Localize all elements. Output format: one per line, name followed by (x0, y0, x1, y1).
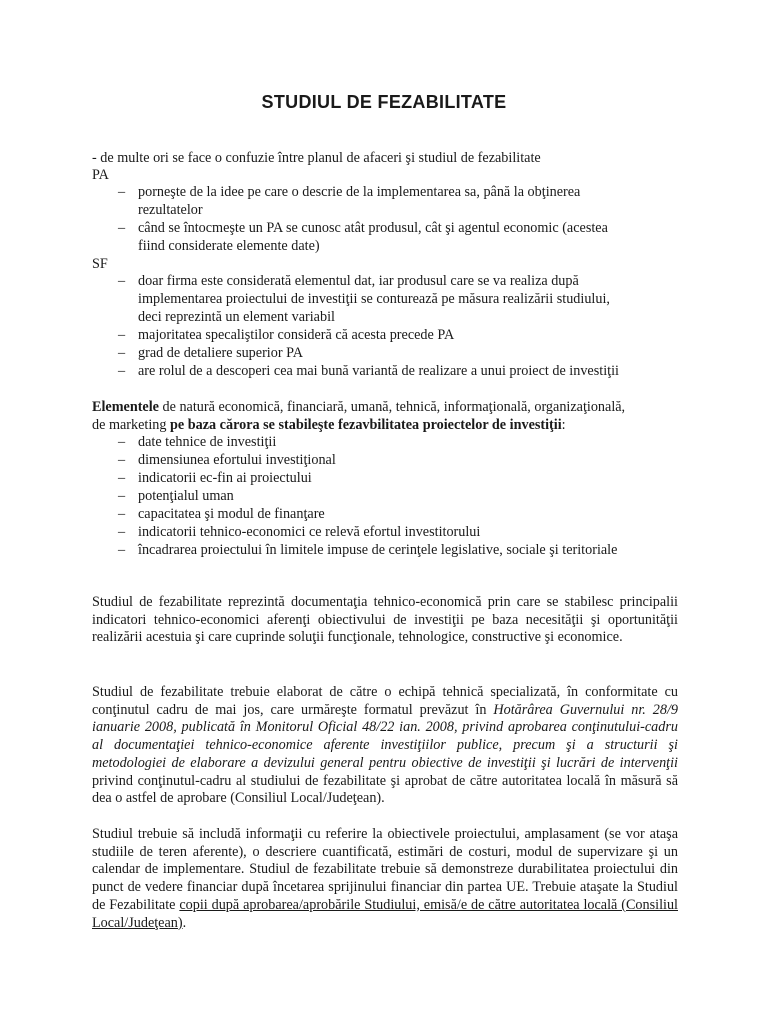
element-item: – indicatorii tehnico-economici ce relevă efortul investitorului (118, 524, 481, 540)
sf-item: – are rolul de a descoperi cea mai bună variantă de realizare a unui proiect de investiţii (118, 363, 619, 379)
element-item: – potenţialul uman (118, 488, 234, 504)
intro-line: - de multe ori se face o confuzie între planul de afaceri şi studiul de fezabilitate (92, 150, 541, 166)
sf-label: SF (92, 256, 108, 272)
paragraph-requirements: Studiul trebuie să includă informaţii cu referire la obiectivele proiectului, amplasament (se vor ataşa studiile de teren aferente), o descriere cuantificată, estimări de costuri, modul de supervizare şi un calendar de implementare. Studiul de fezabilitate trebuie să demonstreze durabilitatea proiectului din punct de vedere financiar după încetarea sprijinului financiar din partea UE. Trebuie ataşate la Studiul de Fezabilitate copii după aprobarea/aprobările Studiului, emisă/e de către autoritatea locală (Consiliul Local/Judeţean). (92, 826, 678, 931)
pa-item: – când se întocmeşte un PA se cunosc atât produsul, cât şi agentul economic (acestea (118, 220, 608, 236)
elements-line-1: Elementele de natură economică, financiară, umană, tehnică, informaţională, organizaţională, (92, 399, 626, 415)
sf-item-cont: implementarea proiectului de investiţii se conturează pe măsura realizării studiului, (138, 291, 610, 307)
element-item: – dimensiunea efortului investiţional (118, 452, 336, 468)
element-item: – capacitatea şi modul de finanţare (118, 506, 325, 522)
sf-item: – majoritatea specaliştilor consideră că acesta precede PA (118, 327, 455, 343)
sf-item-cont: deci reprezintă un element variabil (138, 309, 335, 325)
element-item: – încadrarea proiectului în limitele impuse de cerinţele legislative, sociale şi teritoriale (118, 542, 618, 558)
paragraph-definition: Studiul de fezabilitate reprezintă documentaţia tehnico-economică prin care se stabilesc principalii indicatori tehnico-economici aferenţi obiectivului de investiţii pe baza necesităţii şi oportunităţii realizării acestuia şi care cuprinde soluţii funcţionale, tehnologice, constructive şi economice. (92, 594, 678, 646)
page-title: STUDIUL DE FEZABILITATE (261, 92, 507, 112)
pa-item: – porneşte de la idee pe care o descrie de la implementarea sa, până la obţinerea (118, 184, 581, 200)
sf-item: – grad de detaliere superior PA (118, 345, 303, 361)
paragraph-elaboration: Studiul de fezabilitate trebuie elaborat de către o echipă tehnică specializată, în conformitate cu conţinutul cadru de mai jos, care urmăreşte formatul prevăzut în Hotărârea Guvernului nr. 28/9 ianuarie 2008, publicată în Monitorul Oficial 48/22 ian. 2008, privind aprobarea conţinutului-cadru al documentaţiei tehnico-economice aferente investiţiilor publice, precum şi a structurii şi metodologiei de elaborare a devizului general pentru obiective de investiţii şi lucrări de intervenţii privind conţinutul-cadru al studiului de fezabilitate şi aprobat de către autoritatea locală în măsură să dea o astfel de aprobare (Consiliul Local/Judeţean). (92, 684, 678, 807)
pa-item-cont: rezultatelor (138, 202, 203, 218)
element-item: – indicatorii ec-fin ai proiectului (118, 470, 312, 486)
sf-item: – doar firma este considerată elementul dat, iar produsul care se va realiza după (118, 273, 579, 289)
element-item: – date tehnice de investiţii (118, 434, 277, 450)
elements-line-2: de marketing pe baza cărora se stabileşte fezavbilitatea proiectelor de investiţii: (92, 417, 566, 433)
pa-label: PA (92, 167, 109, 183)
pa-item-cont: fiind considerate elemente date) (138, 238, 320, 254)
